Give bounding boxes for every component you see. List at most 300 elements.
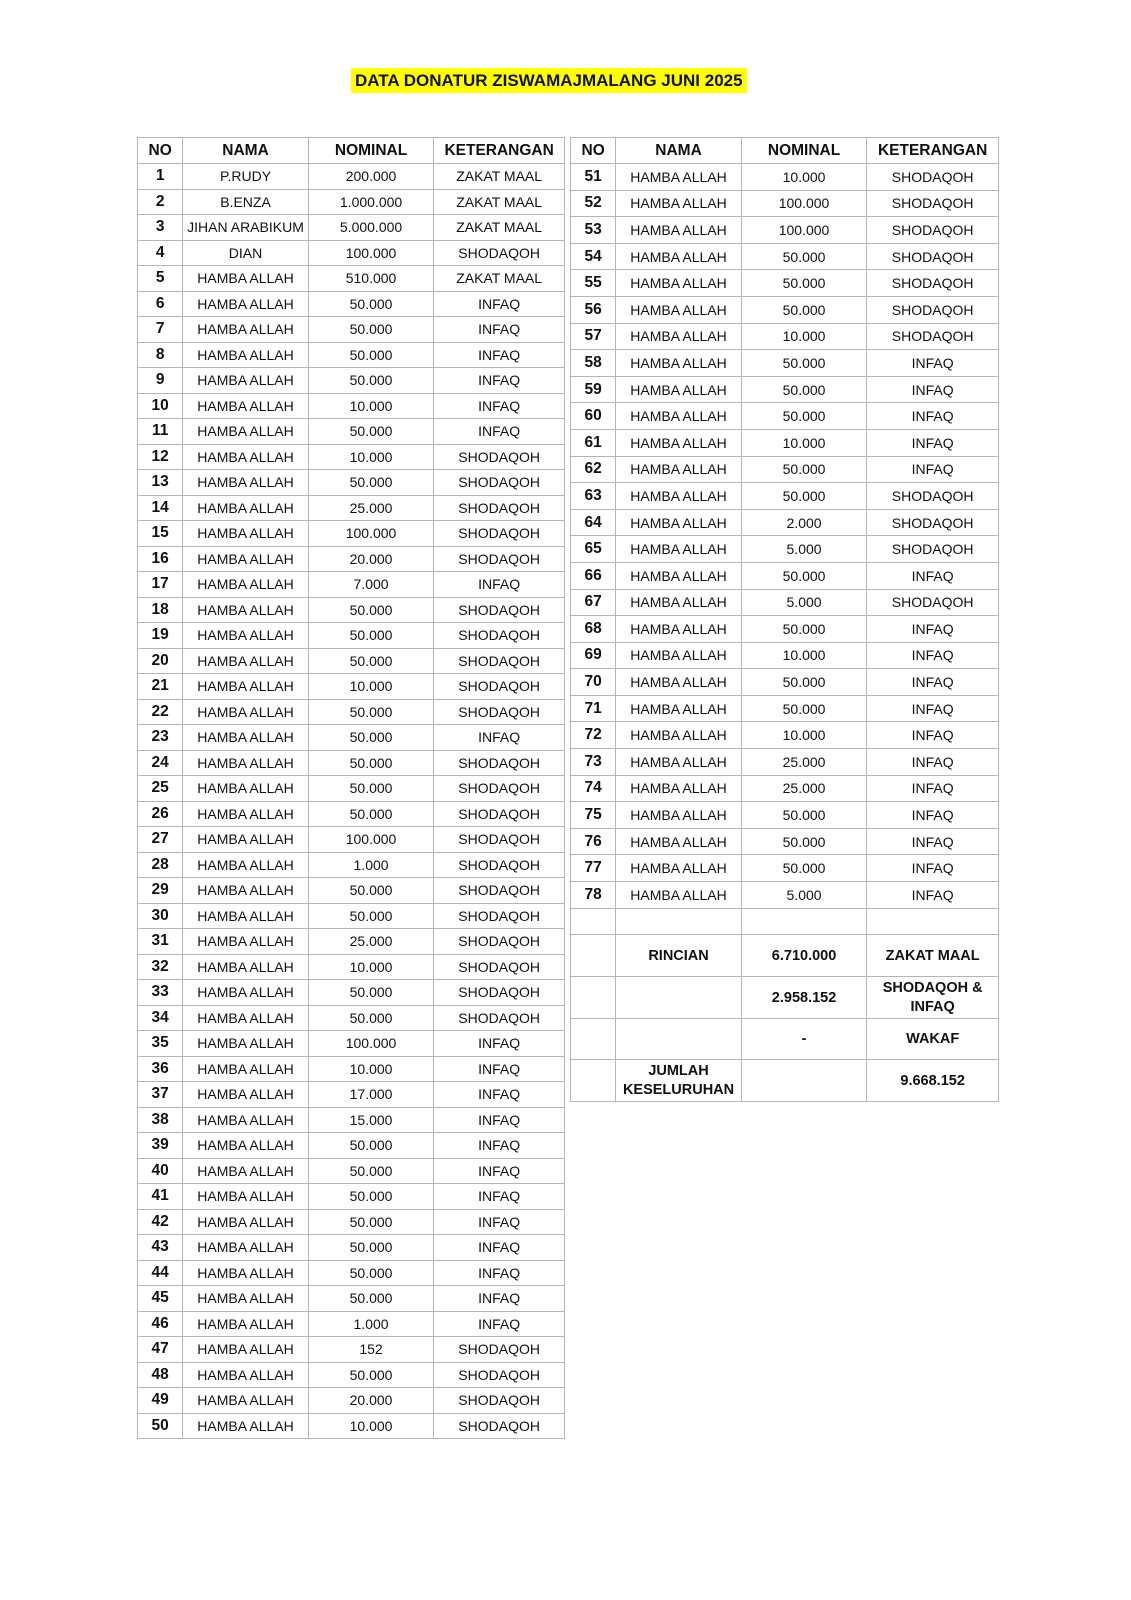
cell-nominal: 5.000 [741, 536, 867, 563]
table-row [571, 350, 999, 377]
table-row [571, 403, 999, 430]
table-row [138, 1413, 565, 1439]
cell-no: 8 [138, 342, 183, 368]
cell-keterangan: INFAQ [867, 429, 999, 456]
cell-no: 9 [138, 368, 183, 394]
table-row [138, 470, 565, 496]
table-row [138, 648, 565, 674]
cell-no: 37 [138, 1082, 183, 1108]
cell-nominal: 50.000 [308, 317, 434, 343]
cell-nominal: 7.000 [308, 572, 434, 598]
cell-nama: HAMBA ALLAH [616, 509, 742, 536]
cell-no: 35 [138, 1031, 183, 1057]
total-amount: 9.668.152 [867, 1060, 999, 1102]
cell-nama: HAMBA ALLAH [183, 266, 309, 292]
table-row [138, 1158, 565, 1184]
blank-cell [616, 977, 742, 1019]
cell-keterangan: SHODAQOH [867, 296, 999, 323]
cell-nominal: 5.000 [741, 589, 867, 616]
cell-keterangan: ZAKAT MAAL [434, 266, 565, 292]
blank-row [571, 908, 999, 935]
cell-nama: HAMBA ALLAH [183, 929, 309, 955]
table-row [571, 243, 999, 270]
cell-nama: HAMBA ALLAH [183, 393, 309, 419]
cell-nama: HAMBA ALLAH [183, 1388, 309, 1414]
table-row [138, 827, 565, 853]
cell-no: 61 [571, 429, 616, 456]
cell-nama: HAMBA ALLAH [616, 589, 742, 616]
cell-nama: HAMBA ALLAH [183, 521, 309, 547]
table-row [138, 1260, 565, 1286]
table-row [571, 217, 999, 244]
cell-keterangan: SHODAQOH [434, 954, 565, 980]
cell-no: 10 [138, 393, 183, 419]
cell-nama: HAMBA ALLAH [183, 725, 309, 751]
cell-no: 24 [138, 750, 183, 776]
table-row [571, 323, 999, 350]
cell-keterangan: SHODAQOH [434, 776, 565, 802]
table-row [138, 1388, 565, 1414]
cell-nominal: 50.000 [741, 403, 867, 430]
cell-no: 22 [138, 699, 183, 725]
table-row [138, 1107, 565, 1133]
zakat-amount: 6.710.000 [741, 935, 867, 977]
header-no: NO [138, 138, 183, 164]
cell-no: 77 [571, 855, 616, 882]
cell-keterangan: INFAQ [867, 749, 999, 776]
cell-keterangan: SHODAQOH [434, 546, 565, 572]
blank-cell [741, 1060, 867, 1102]
table-row [138, 903, 565, 929]
cell-nominal: 10.000 [308, 444, 434, 470]
cell-nama: HAMBA ALLAH [616, 562, 742, 589]
cell-no: 11 [138, 419, 183, 445]
table-row [138, 1056, 565, 1082]
cell-keterangan: SHODAQOH [434, 980, 565, 1006]
cell-nominal: 50.000 [741, 296, 867, 323]
cell-nominal: 50.000 [741, 695, 867, 722]
cell-nama: HAMBA ALLAH [183, 495, 309, 521]
cell-nama: HAMBA ALLAH [183, 903, 309, 929]
table-row [571, 456, 999, 483]
table-row [138, 419, 565, 445]
table-row [138, 776, 565, 802]
cell-no: 23 [138, 725, 183, 751]
table-row [138, 240, 565, 266]
cell-no: 19 [138, 623, 183, 649]
cell-nominal: 50.000 [741, 828, 867, 855]
cell-nominal: 510.000 [308, 266, 434, 292]
cell-keterangan: INFAQ [434, 1082, 565, 1108]
cell-nominal: 50.000 [308, 1362, 434, 1388]
cell-nama: HAMBA ALLAH [183, 1311, 309, 1337]
cell-keterangan: INFAQ [867, 828, 999, 855]
cell-nominal: 1.000 [308, 852, 434, 878]
cell-nama: HAMBA ALLAH [183, 1056, 309, 1082]
cell-no: 56 [571, 296, 616, 323]
cell-nominal: 50.000 [741, 669, 867, 696]
cell-nominal: 100.000 [308, 521, 434, 547]
summary-row-wakaf [571, 1019, 999, 1060]
cell-keterangan: SHODAQOH [434, 878, 565, 904]
table-row [138, 1286, 565, 1312]
cell-nominal: 2.000 [741, 509, 867, 536]
table-row [138, 189, 565, 215]
cell-no: 18 [138, 597, 183, 623]
cell-keterangan: SHODAQOH [434, 801, 565, 827]
cell-nama: HAMBA ALLAH [183, 750, 309, 776]
table-row [138, 674, 565, 700]
cell-nama: HAMBA ALLAH [616, 802, 742, 829]
cell-keterangan: INFAQ [434, 1209, 565, 1235]
cell-nama: HAMBA ALLAH [616, 350, 742, 377]
cell-nominal: 50.000 [741, 456, 867, 483]
cell-nominal: 100.000 [308, 1031, 434, 1057]
cell-nominal: 50.000 [308, 1184, 434, 1210]
table-row [138, 699, 565, 725]
cell-no: 13 [138, 470, 183, 496]
table-row [138, 878, 565, 904]
cell-nominal: 25.000 [308, 495, 434, 521]
cell-keterangan: INFAQ [434, 1056, 565, 1082]
cell-no: 16 [138, 546, 183, 572]
cell-nama: P.RUDY [183, 164, 309, 190]
cell-keterangan: SHODAQOH [434, 1362, 565, 1388]
cell-nominal: 50.000 [308, 1133, 434, 1159]
cell-no: 78 [571, 882, 616, 909]
cell-no: 38 [138, 1107, 183, 1133]
cell-no: 72 [571, 722, 616, 749]
cell-no: 6 [138, 291, 183, 317]
table-row [138, 317, 565, 343]
donor-table-left [137, 137, 565, 1439]
table-row [571, 828, 999, 855]
cell-keterangan: INFAQ [434, 1260, 565, 1286]
cell-nominal: 10.000 [741, 164, 867, 191]
cell-nominal: 50.000 [308, 1260, 434, 1286]
cell-nama: HAMBA ALLAH [183, 954, 309, 980]
cell-keterangan: INFAQ [867, 562, 999, 589]
right-table-body [571, 164, 999, 909]
cell-nama: HAMBA ALLAH [183, 980, 309, 1006]
cell-nama: HAMBA ALLAH [183, 623, 309, 649]
cell-nominal: 50.000 [308, 419, 434, 445]
zakat-label: ZAKAT MAAL [867, 935, 999, 977]
table-row [138, 444, 565, 470]
cell-nominal: 5.000 [741, 882, 867, 909]
cell-nominal: 152 [308, 1337, 434, 1363]
cell-no: 46 [138, 1311, 183, 1337]
cell-no: 32 [138, 954, 183, 980]
cell-nama: HAMBA ALLAH [616, 217, 742, 244]
cell-keterangan: SHODAQOH [434, 444, 565, 470]
cell-keterangan: SHODAQOH [867, 164, 999, 191]
blank-cell [571, 977, 616, 1019]
cell-nama: HAMBA ALLAH [616, 642, 742, 669]
cell-no: 66 [571, 562, 616, 589]
table-row [138, 1337, 565, 1363]
cell-no: 36 [138, 1056, 183, 1082]
cell-no: 3 [138, 215, 183, 241]
cell-keterangan: SHODAQOH [434, 1005, 565, 1031]
donor-table-right [570, 137, 999, 1102]
cell-keterangan: INFAQ [867, 695, 999, 722]
cell-keterangan: SHODAQOH [434, 240, 565, 266]
cell-keterangan: SHODAQOH [434, 495, 565, 521]
cell-nama: HAMBA ALLAH [183, 1031, 309, 1057]
cell-no: 26 [138, 801, 183, 827]
cell-no: 69 [571, 642, 616, 669]
cell-keterangan: SHODAQOH [434, 929, 565, 955]
blank-cell [616, 1019, 742, 1060]
cell-keterangan: INFAQ [434, 1031, 565, 1057]
cell-keterangan: INFAQ [867, 642, 999, 669]
table-header-row [571, 138, 999, 164]
cell-no: 42 [138, 1209, 183, 1235]
cell-nominal: 50.000 [741, 562, 867, 589]
cell-nama: HAMBA ALLAH [616, 749, 742, 776]
cell-keterangan: SHODAQOH [867, 323, 999, 350]
cell-no: 7 [138, 317, 183, 343]
cell-nominal: 25.000 [741, 775, 867, 802]
table-row [138, 164, 565, 190]
cell-no: 39 [138, 1133, 183, 1159]
blank-cell [571, 1019, 616, 1060]
table-row [138, 954, 565, 980]
cell-nama: HAMBA ALLAH [183, 317, 309, 343]
cell-nominal: 10.000 [741, 323, 867, 350]
cell-nama: HAMBA ALLAH [183, 878, 309, 904]
cell-keterangan: INFAQ [434, 1107, 565, 1133]
cell-keterangan: INFAQ [434, 1311, 565, 1337]
cell-nama: HAMBA ALLAH [183, 572, 309, 598]
table-row [571, 802, 999, 829]
table-row [571, 429, 999, 456]
cell-nominal: 10.000 [308, 674, 434, 700]
cell-nama: HAMBA ALLAH [616, 722, 742, 749]
cell-keterangan: INFAQ [867, 456, 999, 483]
cell-keterangan: ZAKAT MAAL [434, 164, 565, 190]
cell-keterangan: SHODAQOH [434, 903, 565, 929]
cell-nominal: 50.000 [741, 483, 867, 510]
cell-nominal: 10.000 [741, 642, 867, 669]
cell-nominal: 100.000 [741, 190, 867, 217]
cell-no: 33 [138, 980, 183, 1006]
cell-nominal: 50.000 [308, 1005, 434, 1031]
cell-nama: HAMBA ALLAH [183, 291, 309, 317]
cell-nominal: 50.000 [308, 623, 434, 649]
cell-nama: HAMBA ALLAH [616, 164, 742, 191]
cell-keterangan: INFAQ [434, 291, 565, 317]
header-keterangan: KETERANGAN [434, 138, 565, 164]
cell-nominal: 50.000 [741, 802, 867, 829]
table-row [571, 589, 999, 616]
table-row [138, 801, 565, 827]
cell-nama: JIHAN ARABIKUM [183, 215, 309, 241]
table-row [138, 1235, 565, 1261]
cell-keterangan: SHODAQOH [867, 483, 999, 510]
cell-no: 74 [571, 775, 616, 802]
cell-keterangan: SHODAQOH [434, 648, 565, 674]
summary-row-zakat [571, 935, 999, 977]
cell-nominal: 10.000 [741, 722, 867, 749]
table-row [138, 1005, 565, 1031]
cell-nama: HAMBA ALLAH [616, 456, 742, 483]
table-header-row [138, 138, 565, 164]
cell-nama: B.ENZA [183, 189, 309, 215]
cell-keterangan: INFAQ [867, 882, 999, 909]
cell-no: 40 [138, 1158, 183, 1184]
shodaqoh-amount: 2.958.152 [741, 977, 867, 1019]
cell-no: 58 [571, 350, 616, 377]
cell-no: 60 [571, 403, 616, 430]
cell-keterangan: SHODAQOH [867, 243, 999, 270]
cell-nama: HAMBA ALLAH [616, 376, 742, 403]
cell-nama: HAMBA ALLAH [183, 648, 309, 674]
cell-nominal: 1.000 [308, 1311, 434, 1337]
cell-nominal: 50.000 [308, 878, 434, 904]
header-nominal: NOMINAL [741, 138, 867, 164]
cell-no: 57 [571, 323, 616, 350]
header-keterangan: KETERANGAN [867, 138, 999, 164]
cell-keterangan: SHODAQOH [867, 509, 999, 536]
table-row [571, 722, 999, 749]
cell-nominal: 10.000 [308, 1413, 434, 1439]
cell-keterangan: SHODAQOH [434, 623, 565, 649]
cell-keterangan: INFAQ [867, 403, 999, 430]
cell-keterangan: INFAQ [434, 419, 565, 445]
table-row [138, 1082, 565, 1108]
table-row [138, 393, 565, 419]
cell-no: 34 [138, 1005, 183, 1031]
cell-keterangan: INFAQ [434, 393, 565, 419]
cell-no: 14 [138, 495, 183, 521]
cell-nominal: 10.000 [308, 1056, 434, 1082]
cell-no: 63 [571, 483, 616, 510]
cell-nama: HAMBA ALLAH [183, 597, 309, 623]
table-row [571, 483, 999, 510]
cell-nominal: 50.000 [308, 1158, 434, 1184]
cell-keterangan: SHODAQOH [434, 699, 565, 725]
header-nama: NAMA [183, 138, 309, 164]
cell-keterangan: SHODAQOH [434, 674, 565, 700]
cell-nama: HAMBA ALLAH [616, 616, 742, 643]
left-table-body [138, 164, 565, 1439]
cell-keterangan: INFAQ [867, 669, 999, 696]
summary-row-shodaqoh [571, 977, 999, 1019]
cell-keterangan: SHODAQOH [867, 217, 999, 244]
summary-section [571, 908, 999, 1102]
table-row [138, 750, 565, 776]
cell-keterangan: ZAKAT MAAL [434, 215, 565, 241]
rincian-label: RINCIAN [616, 935, 742, 977]
cell-nama: DIAN [183, 240, 309, 266]
cell-no: 12 [138, 444, 183, 470]
cell-nominal: 10.000 [308, 393, 434, 419]
header-no: NO [571, 138, 616, 164]
cell-keterangan: INFAQ [434, 342, 565, 368]
blank-cell [616, 908, 742, 935]
cell-keterangan: SHODAQOH [867, 190, 999, 217]
cell-nama: HAMBA ALLAH [183, 776, 309, 802]
cell-nama: HAMBA ALLAH [183, 1133, 309, 1159]
cell-no: 62 [571, 456, 616, 483]
cell-nominal: 50.000 [741, 616, 867, 643]
summary-row-total [571, 1060, 999, 1102]
table-row [138, 342, 565, 368]
cell-nama: HAMBA ALLAH [616, 828, 742, 855]
cell-keterangan: INFAQ [867, 376, 999, 403]
cell-nominal: 15.000 [308, 1107, 434, 1133]
blank-cell [571, 935, 616, 977]
cell-keterangan: INFAQ [434, 1133, 565, 1159]
cell-no: 53 [571, 217, 616, 244]
cell-nama: HAMBA ALLAH [616, 536, 742, 563]
cell-nominal: 50.000 [308, 980, 434, 1006]
wakaf-label: WAKAF [867, 1019, 999, 1060]
blank-cell [867, 908, 999, 935]
cell-nama: HAMBA ALLAH [183, 1286, 309, 1312]
cell-no: 64 [571, 509, 616, 536]
cell-no: 73 [571, 749, 616, 776]
cell-nominal: 50.000 [308, 342, 434, 368]
cell-nominal: 50.000 [308, 750, 434, 776]
cell-nama: HAMBA ALLAH [183, 470, 309, 496]
cell-no: 43 [138, 1235, 183, 1261]
cell-nominal: 50.000 [308, 1209, 434, 1235]
table-row [571, 376, 999, 403]
cell-keterangan: SHODAQOH [867, 270, 999, 297]
cell-no: 70 [571, 669, 616, 696]
cell-keterangan: SHODAQOH [434, 1337, 565, 1363]
cell-nominal: 25.000 [308, 929, 434, 955]
table-row [571, 562, 999, 589]
cell-no: 52 [571, 190, 616, 217]
table-row [571, 616, 999, 643]
cell-nama: HAMBA ALLAH [183, 444, 309, 470]
cell-nama: HAMBA ALLAH [616, 695, 742, 722]
cell-nama: HAMBA ALLAH [183, 1158, 309, 1184]
cell-nama: HAMBA ALLAH [616, 323, 742, 350]
cell-nominal: 20.000 [308, 546, 434, 572]
cell-no: 2 [138, 189, 183, 215]
cell-nama: HAMBA ALLAH [183, 1082, 309, 1108]
cell-nominal: 50.000 [308, 1235, 434, 1261]
cell-nominal: 10.000 [308, 954, 434, 980]
table-row [571, 536, 999, 563]
blank-cell [571, 908, 616, 935]
table-row [571, 296, 999, 323]
cell-no: 29 [138, 878, 183, 904]
cell-keterangan: INFAQ [434, 368, 565, 394]
cell-keterangan: SHODAQOH [434, 1413, 565, 1439]
table-row [138, 1209, 565, 1235]
cell-keterangan: SHODAQOH [434, 1388, 565, 1414]
table-row [138, 929, 565, 955]
table-row [571, 164, 999, 191]
cell-nama: HAMBA ALLAH [183, 674, 309, 700]
cell-keterangan: INFAQ [867, 855, 999, 882]
cell-no: 71 [571, 695, 616, 722]
cell-keterangan: INFAQ [867, 775, 999, 802]
cell-nama: HAMBA ALLAH [183, 419, 309, 445]
cell-nama: HAMBA ALLAH [616, 855, 742, 882]
cell-no: 21 [138, 674, 183, 700]
table-row [138, 1362, 565, 1388]
cell-no: 51 [571, 164, 616, 191]
cell-nama: HAMBA ALLAH [616, 775, 742, 802]
cell-no: 1 [138, 164, 183, 190]
